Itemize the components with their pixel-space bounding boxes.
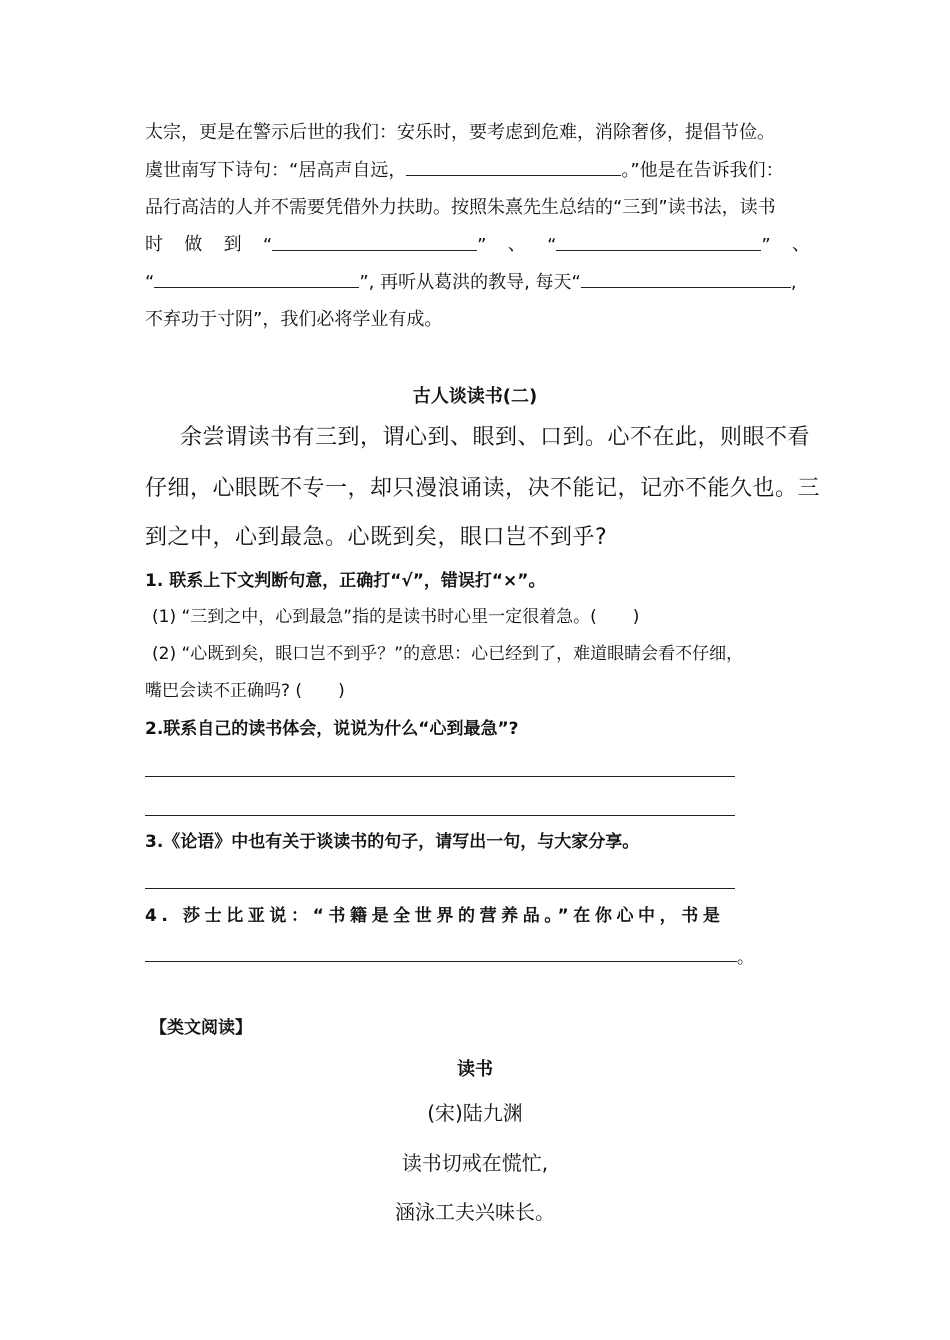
- extended-reading-label: 【类文阅读】: [150, 1018, 252, 1038]
- paragraph-line-3: 品行高洁的人并不需要凭借外力扶助。按照朱熹先生总结的“三到”读书法，读书: [145, 197, 776, 218]
- line4-quote: “ ”: [263, 232, 487, 259]
- fill-blank-method-2[interactable]: [556, 232, 761, 251]
- fill-blank-poem[interactable]: [406, 157, 621, 176]
- question-1-2-cont: 嘴巴会读不正确吗? ( ): [145, 681, 345, 701]
- line2-text-a: 虞世南写下诗句：“居高声自远，: [145, 160, 407, 181]
- line2-text-b: 。”他是在告诉我们：: [621, 160, 784, 181]
- paragraph-line-2: [145, 157, 784, 184]
- question-4: 4. 莎士比亚说：“书籍是全世界的营养品。”在你心中，书是: [145, 906, 725, 926]
- answer-line-q2-1[interactable]: [145, 776, 735, 777]
- line4-char: 做: [184, 234, 203, 255]
- poem-line-2: 涵泳工夫兴味长。: [395, 1200, 555, 1224]
- paragraph-line-6: 不弃功于寸阴”，我们必将学业有成。: [145, 309, 443, 330]
- line5-open-quote: “: [145, 272, 155, 293]
- poem-title: 读书: [457, 1059, 493, 1080]
- paragraph-line-1: 太宗，更是在警示后世的我们：安乐时，要考虑到危难，消除奢侈，提倡节俭。: [145, 122, 775, 143]
- question-3: 3.《论语》中也有关于谈读书的句子，请写出一句，与大家分享。: [145, 832, 640, 852]
- answer-line-q3[interactable]: [145, 888, 735, 889]
- paragraph-line-5: [145, 269, 797, 296]
- question-1-1: (1) “三到之中，心到最急”指的是读书时心里一定很着急。( ): [152, 607, 640, 627]
- fill-blank-gehong[interactable]: [581, 269, 791, 288]
- answer-line-q4[interactable]: [145, 961, 737, 962]
- question-2: 2.联系自己的读书体会，说说为什么“心到最急”?: [145, 719, 519, 739]
- line4-sep: 、: [792, 234, 810, 255]
- passage-line-2: 仔细，心眼既不专一，却只漫浪诵读，决不能记，记亦不能久也。三: [145, 476, 821, 501]
- poem-line-1: 读书切戒在慌忙,: [401, 1151, 549, 1175]
- paragraph-line-4: [145, 232, 810, 259]
- fill-blank-method-1[interactable]: [272, 232, 477, 251]
- question-4-end: 。: [737, 948, 754, 968]
- passage-line-1: 余尝谓读书有三到，谓心到、眼到、口到。心不在此，则眼不看: [180, 425, 811, 450]
- answer-line-q2-2[interactable]: [145, 815, 735, 816]
- line4-sep: 、: [507, 234, 526, 255]
- line5-comma: ,: [790, 272, 797, 293]
- poem-author: (宋)陆九渊: [427, 1101, 523, 1125]
- line4-quote: “ ”: [547, 232, 771, 259]
- fill-blank-method-3[interactable]: [154, 269, 359, 288]
- section-title: 古人谈读书(二): [412, 386, 538, 407]
- line4-char: 时: [145, 234, 163, 255]
- question-1-2: (2) “心既到矣，眼口岂不到乎？”的意思：心已经到了，难道眼睛会看不仔细，: [152, 644, 744, 664]
- line5-text: ”, 再听从葛洪的教导, 每天“: [359, 272, 581, 293]
- line4-char: 到: [223, 234, 242, 255]
- passage-line-3: 到之中，心到最急。心既到矣，眼口岂不到乎?: [145, 525, 608, 550]
- question-1: 1. 联系上下文判断句意，正确打“√”，错误打“×”。: [145, 571, 546, 591]
